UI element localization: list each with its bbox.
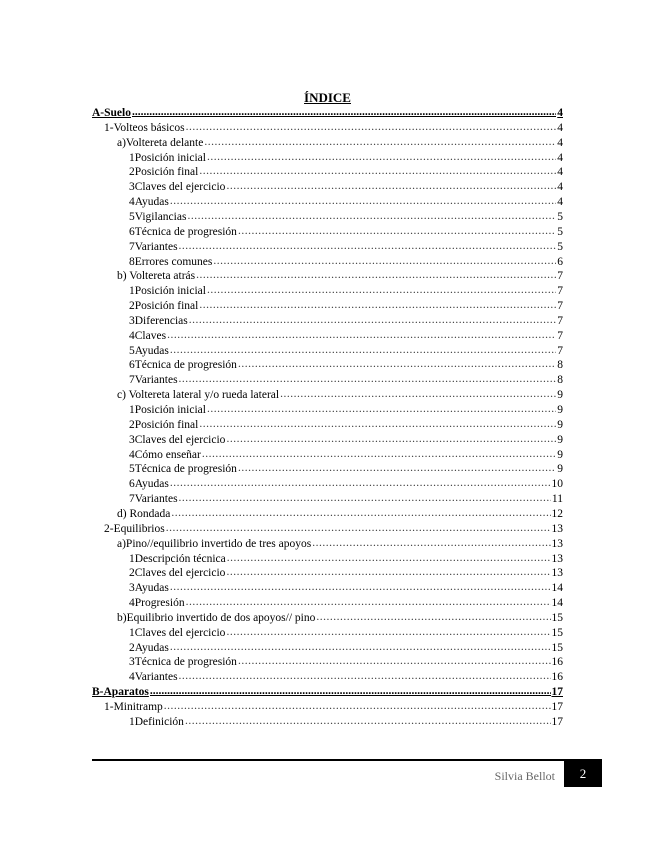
dot-leader [189, 313, 557, 328]
toc-entry[interactable] [129, 358, 563, 373]
dot-leader [202, 447, 556, 462]
dot-leader [187, 209, 556, 224]
toc-entry[interactable] [104, 700, 563, 715]
toc-entry-page: 4 [557, 121, 563, 134]
toc-entry-label: 5Vigilancias [129, 210, 187, 223]
toc-entry-page: 13 [551, 567, 563, 580]
toc-entry-label: A-Suelo [92, 107, 131, 119]
toc-entry-label: b) Voltereta atrás [117, 270, 196, 283]
toc-entry[interactable] [129, 552, 563, 567]
dot-leader [196, 268, 556, 283]
toc-entry[interactable] [129, 329, 563, 344]
toc-entry-label: 7Variantes [129, 374, 178, 387]
toc-entry-label: 1Posición inicial [129, 151, 206, 164]
dot-leader [226, 625, 550, 640]
dot-leader [179, 669, 551, 684]
page-title: ÍNDICE [304, 90, 351, 105]
dot-leader [170, 476, 551, 491]
toc-entry[interactable] [129, 284, 563, 299]
toc-entry-label: 5Técnica de progresión [129, 463, 237, 476]
toc-entry-page: 4 [557, 136, 563, 149]
toc-entry[interactable] [129, 314, 563, 329]
toc-entry-label: 5Ayudas [129, 344, 169, 357]
toc-entry-label: a)Voltereta delante [117, 136, 204, 149]
toc-entry-label: B-Aparatos [92, 686, 149, 699]
toc-entry[interactable] [129, 715, 563, 730]
dot-leader [312, 536, 550, 551]
toc-entry[interactable] [92, 106, 563, 121]
toc-entry[interactable] [129, 655, 563, 670]
toc-entry-page: 4 [557, 107, 563, 119]
toc-entry-label: 2Posición final [129, 166, 199, 179]
toc-entry[interactable] [129, 448, 563, 463]
dot-leader [204, 135, 556, 150]
toc-entry-page: 9 [557, 463, 563, 476]
toc-entry-page: 16 [551, 671, 563, 684]
toc-entry[interactable] [129, 373, 563, 388]
toc-entry-page: 16 [551, 656, 563, 669]
dot-leader [132, 105, 556, 120]
footer-author: Silvia Bellot [494, 769, 555, 783]
toc-entry[interactable] [117, 136, 563, 151]
dot-leader [238, 461, 556, 476]
dot-leader [164, 699, 551, 714]
toc-entry-label: 4Variantes [129, 671, 178, 684]
toc-entry-page: 15 [551, 626, 563, 639]
toc-entry-label: 4Progresión [129, 597, 185, 610]
toc-entry[interactable] [129, 477, 563, 492]
toc-entry-label: 6Técnica de progresión [129, 359, 237, 372]
toc-entry-page: 9 [557, 389, 563, 402]
toc-entry-label: 1Posición inicial [129, 404, 206, 416]
dot-leader [186, 595, 551, 610]
toc-entry[interactable] [129, 566, 563, 581]
toc-entry[interactable] [92, 685, 563, 700]
toc-entry-label: d) Rondada [117, 507, 171, 520]
toc-entry[interactable] [129, 344, 563, 359]
dot-leader [226, 432, 556, 447]
dot-leader [227, 551, 551, 566]
toc-entry-page: 13 [551, 537, 563, 550]
toc-entry-label: 1Posición inicial [129, 285, 206, 298]
toc-entry-page: 14 [551, 597, 563, 610]
toc-entry-label: 4Claves [129, 329, 167, 342]
dot-leader [170, 194, 556, 209]
toc-entry-page: 14 [551, 582, 563, 595]
toc-entry-label: 2Claves del ejercicio [129, 567, 226, 580]
toc-entry[interactable] [129, 210, 563, 225]
toc-entry-label: 1Claves del ejercicio [129, 626, 226, 639]
toc-entry-label: 2Ayudas [129, 641, 169, 654]
dot-leader [199, 298, 556, 313]
toc-entry-label: a)Pino//equilibrio invertido de tres apoyos [117, 537, 312, 550]
toc-entry-page: 17 [551, 701, 563, 713]
toc-entry[interactable] [129, 225, 563, 240]
toc-entry-page: 6 [557, 255, 563, 268]
dot-leader [179, 491, 551, 506]
toc-entry-page: 7 [557, 285, 563, 298]
toc-entry[interactable] [129, 299, 563, 314]
toc-entry-label: 4Ayudas [129, 196, 169, 209]
toc-entry[interactable] [129, 596, 563, 611]
toc-entry[interactable] [129, 581, 563, 596]
dot-leader [199, 417, 556, 432]
dot-leader [226, 179, 556, 194]
dot-leader [213, 254, 556, 269]
toc-entry-page: 13 [551, 522, 563, 535]
toc-entry-page: 17 [551, 715, 563, 728]
toc-entry[interactable] [129, 492, 563, 507]
toc-entry-page: 4 [557, 196, 563, 209]
dot-leader [316, 610, 550, 625]
toc-entry-label: 1Descripción técnica [129, 552, 226, 565]
toc-entry[interactable] [129, 670, 563, 685]
dot-leader [171, 506, 550, 521]
toc-entry-page: 5 [557, 225, 563, 238]
dot-leader [186, 120, 557, 135]
toc-entry-page: 9 [557, 433, 563, 446]
toc-entry-label: 4Cómo enseñar [129, 448, 201, 461]
toc-entry-label: 1-Minitramp [104, 701, 163, 713]
toc-entry[interactable] [129, 641, 563, 656]
toc-entry-page: 7 [557, 270, 563, 283]
toc-entry-page: 17 [551, 686, 563, 699]
toc-entry[interactable] [129, 462, 563, 477]
dot-leader [207, 402, 556, 417]
toc-entry-page: 4 [557, 181, 563, 194]
dot-leader [207, 150, 556, 165]
toc-entry-page: 5 [557, 240, 563, 253]
toc-entry[interactable] [129, 403, 563, 418]
dot-leader [280, 387, 556, 402]
toc-entry[interactable] [117, 611, 563, 626]
toc-entry-label: 3Ayudas [129, 582, 169, 595]
toc-entry[interactable] [129, 433, 563, 448]
toc-entry-label: 3Técnica de progresión [129, 656, 237, 669]
toc-entry-page: 7 [557, 300, 563, 313]
toc-entry-page: 15 [551, 611, 563, 624]
toc-entry-page: 12 [551, 507, 563, 520]
dot-leader [238, 654, 551, 669]
toc-entry-page: 11 [551, 493, 563, 506]
dot-leader [179, 239, 557, 254]
toc-entry-page: 9 [557, 418, 563, 431]
footer-divider [92, 759, 602, 761]
toc-entry[interactable] [129, 180, 563, 195]
toc-entry-label: 2Posición final [129, 418, 199, 431]
toc-entry-label: 7Variantes [129, 493, 178, 506]
toc-entry[interactable] [129, 240, 563, 255]
toc-entry-page: 8 [557, 359, 563, 372]
footer-page-number: 2 [564, 761, 602, 787]
toc-entry-label: 1Definición [129, 715, 184, 728]
dot-leader [238, 357, 556, 372]
toc-entry-label: 3Claves del ejercicio [129, 433, 226, 446]
toc-entry[interactable] [117, 388, 563, 403]
dot-leader [238, 224, 556, 239]
dot-leader [167, 328, 556, 343]
dot-leader [226, 565, 550, 580]
dot-leader [170, 343, 556, 358]
toc-entry-page: 7 [557, 329, 563, 342]
toc-entry[interactable] [104, 121, 563, 136]
toc-entry[interactable] [129, 418, 563, 433]
toc-entry[interactable] [117, 269, 563, 284]
toc-entry-page: 7 [557, 344, 563, 357]
toc-entry[interactable] [104, 522, 563, 537]
toc-entry-label: b)Equilibrio invertido de dos apoyos// pino [117, 611, 316, 624]
toc-entry-page: 15 [551, 641, 563, 654]
toc-entry-page: 4 [557, 166, 563, 179]
toc-entry-label: 2Posición final [129, 300, 199, 313]
toc-entry-label: 3Claves del ejercicio [129, 181, 226, 194]
toc-entry-page: 5 [557, 210, 563, 223]
toc-entry[interactable] [129, 151, 563, 166]
toc-entry-label: 8Errores comunes [129, 255, 213, 268]
toc-entry-page: 9 [557, 448, 563, 461]
toc-entry-label: 3Diferencias [129, 314, 188, 327]
toc-entry-page: 10 [551, 478, 563, 491]
toc-entry-label: c) Voltereta lateral y/o rueda lateral [117, 389, 280, 402]
toc-entry-label: 6Técnica de progresión [129, 225, 237, 238]
dot-leader [199, 164, 556, 179]
dot-leader [170, 580, 551, 595]
toc-entry-label: 1-Volteos básicos [104, 121, 185, 134]
toc-entry[interactable] [129, 165, 563, 180]
dot-leader [166, 521, 551, 536]
dot-leader [207, 283, 556, 298]
toc-entry-label: 6Ayudas [129, 478, 169, 491]
toc-entry[interactable] [117, 537, 563, 552]
toc-entry[interactable] [117, 507, 563, 522]
toc-entry-label: 7Variantes [129, 240, 178, 253]
toc-entry-page: 4 [557, 151, 563, 164]
dot-leader [170, 640, 551, 655]
dot-leader [150, 684, 551, 699]
dot-leader [185, 714, 551, 729]
toc-entry[interactable] [129, 255, 563, 270]
toc-entry-label: 2-Equilibrios [104, 522, 165, 535]
toc-entry[interactable] [129, 195, 563, 210]
toc-entry-page: 7 [557, 314, 563, 327]
toc-entry-page: 13 [551, 552, 563, 565]
toc-entry[interactable] [129, 626, 563, 641]
toc-entry-page: 9 [557, 404, 563, 416]
toc-entry-page: 8 [557, 374, 563, 387]
dot-leader [179, 372, 557, 387]
